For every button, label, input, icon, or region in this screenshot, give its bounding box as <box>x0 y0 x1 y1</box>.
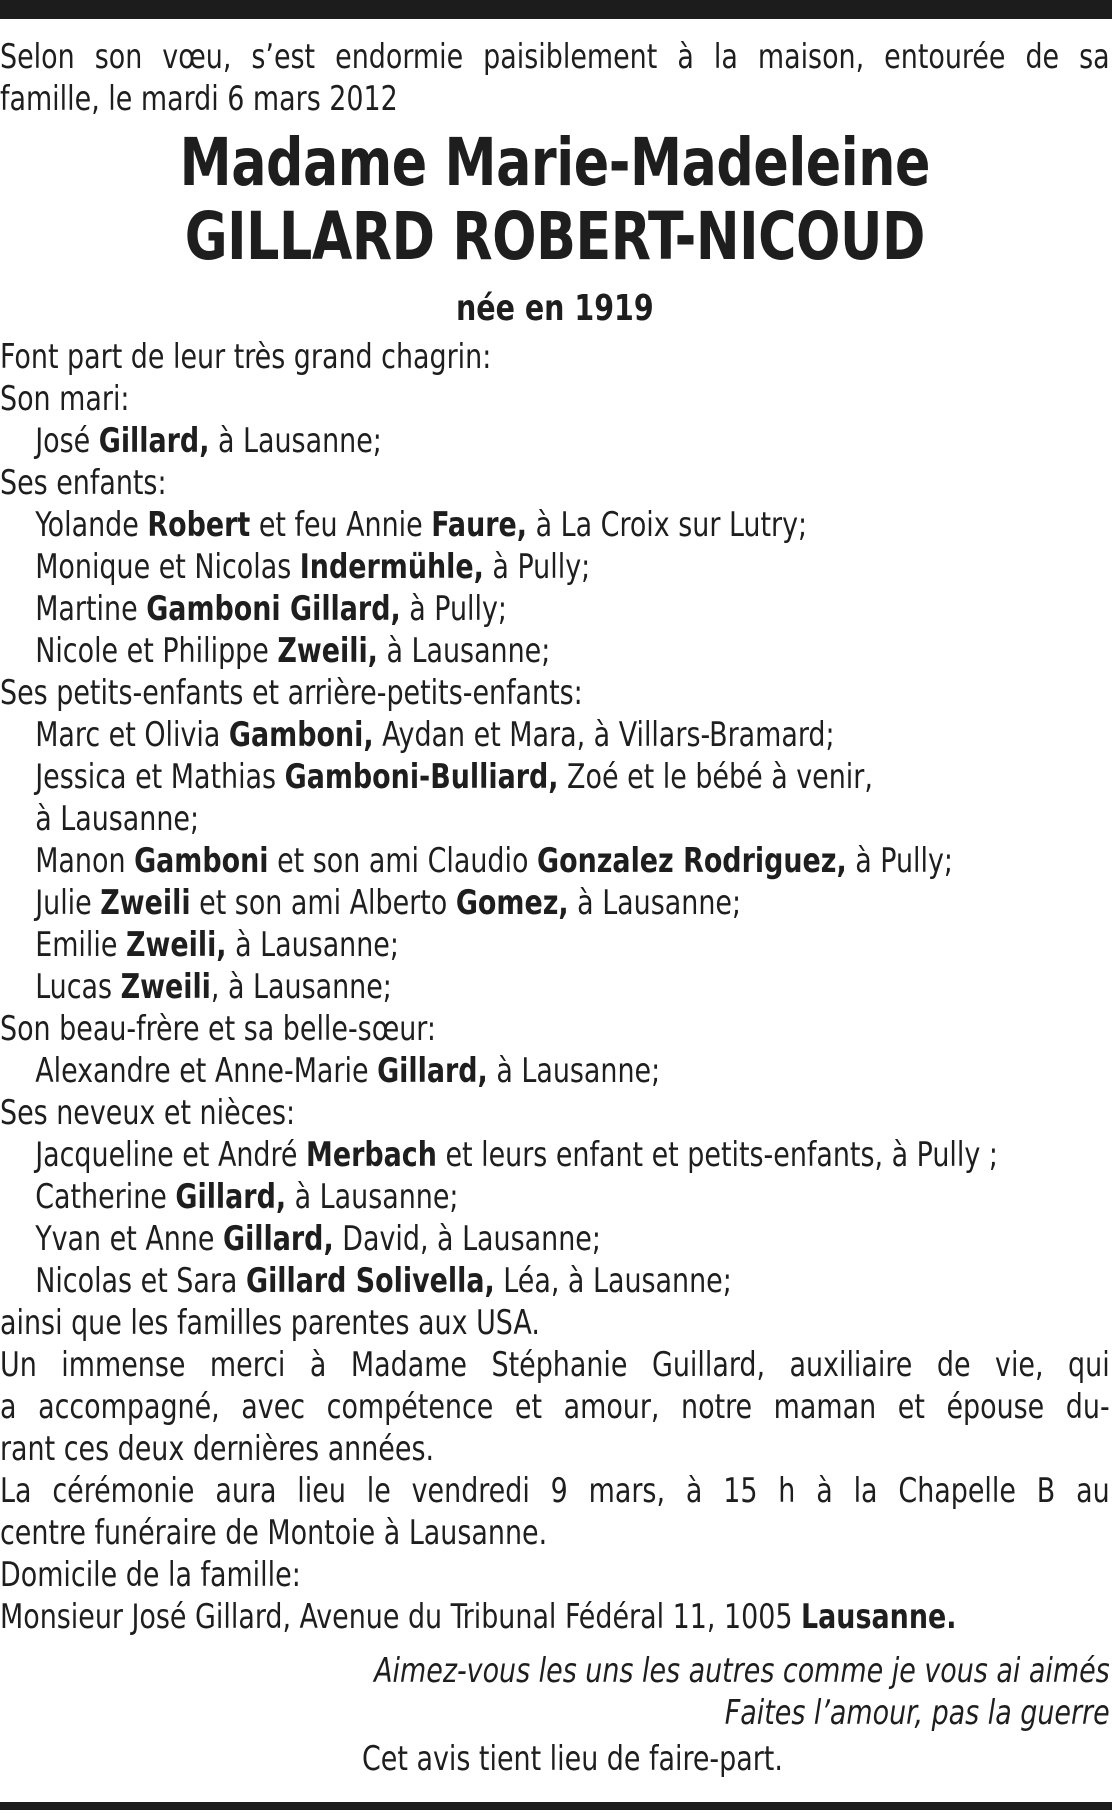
family-entry-text: Zoé et le bébé à venir, <box>558 757 873 797</box>
family-list <box>0 378 1110 1302</box>
family-entry <box>0 1176 1110 1218</box>
relatives-line: ainsi que les familles parentes aux USA. <box>0 1303 540 1343</box>
deceased-name-line-1: Madame Marie-Madeleine <box>179 124 931 201</box>
family-entry-text: Manon <box>35 841 135 881</box>
domicile-address-text: Monsieur José Gillard, Avenue du Tribunal Fédéral 11, 1005 <box>0 1597 801 1637</box>
family-entry-text: à La Croix sur Lutry; <box>527 505 808 545</box>
family-group-heading: Ses neveux et nièces: <box>0 1093 296 1133</box>
family-entry-text: Aydan et Mara, à Villars-Bramard; <box>373 715 835 755</box>
family-entry-text: Monique et Nicolas <box>35 547 300 587</box>
family-entry-text: Martine <box>35 589 147 629</box>
family-surname: Gillard, <box>175 1177 287 1217</box>
family-entry <box>0 1134 1110 1176</box>
family-entry <box>0 924 1110 966</box>
family-entry-text: Nicolas et Sara <box>35 1261 246 1301</box>
family-surname: Gamboni Gillard, <box>146 589 401 629</box>
family-entry-text: à Lausanne; <box>377 631 551 671</box>
family-group-heading: Son beau-frère et sa belle-sœur: <box>0 1009 436 1049</box>
family-surname: Gamboni <box>134 841 269 881</box>
family-surname: Zweili, <box>125 925 227 965</box>
family-entry <box>0 714 1110 756</box>
thanks-line-1: Un immense merci à Madame Stéphanie Guillard, auxiliaire de vie, qui <box>0 1345 1110 1385</box>
family-surname: Gamboni, <box>228 715 374 755</box>
quote-line-1: Aimez-vous les uns les autres comme je vous ai aimés <box>374 1651 1110 1691</box>
top-rule <box>0 0 1112 19</box>
family-entry-text: Catherine <box>35 1177 176 1217</box>
family-entry-text: David, à Lausanne; <box>333 1219 601 1259</box>
family-entry-text: et leurs enfant et petits-enfants, à Pully ; <box>436 1135 998 1175</box>
domicile-heading: Domicile de la famille: <box>0 1555 301 1595</box>
family-group-heading: Ses enfants: <box>0 463 167 503</box>
domicile-address <box>0 1596 1110 1638</box>
family-entry-text: , à Lausanne; <box>210 967 392 1007</box>
family-group-heading: Son mari: <box>0 379 130 419</box>
family-surname: Gillard Solivella, <box>245 1261 495 1301</box>
family-entry-text: Yolande <box>35 505 148 545</box>
domicile-city: Lausanne. <box>800 1597 957 1637</box>
family-entry-text: Emilie <box>35 925 126 965</box>
family-entry-text: Yvan et Anne <box>35 1219 223 1259</box>
family-entry-text: Alexandre et Anne-Marie <box>35 1051 378 1091</box>
family-surname: Robert <box>147 505 251 545</box>
notice-body <box>0 36 1110 1780</box>
family-entry <box>0 630 1110 672</box>
family-surname: Gomez, <box>455 883 569 923</box>
thanks-line-2: a accompagné, avec compétence et amour, notre maman et épouse du- <box>0 1387 1110 1427</box>
family-entry <box>0 966 1110 1008</box>
family-surname: Gillard, <box>98 421 210 461</box>
family-entry <box>0 504 1110 546</box>
family-entry <box>0 882 1110 924</box>
family-surname: Gonzalez Rodriguez, <box>537 841 847 881</box>
family-entry <box>0 588 1110 630</box>
family-entry-text: Julie <box>35 883 101 923</box>
family-entry-text: Nicole et Philippe <box>35 631 278 671</box>
family-entry-text: Marc et Olivia <box>35 715 229 755</box>
family-entry <box>0 1050 1110 1092</box>
family-entry-text: Jacqueline et André <box>35 1135 307 1175</box>
family-group-heading: Ses petits-enfants et arrière-petits-enfants: <box>0 673 583 713</box>
family-entry-text: à Lausanne; <box>35 799 200 839</box>
announcement: Font part de leur très grand chagrin: <box>0 337 492 377</box>
family-surname: Gillard, <box>377 1051 488 1091</box>
family-entry-text: à Lausanne; <box>568 883 742 923</box>
intro-line-1: Selon son vœu, s’est endormie paisiblement à la maison, entourée de sa <box>0 37 1110 77</box>
family-surname: Zweili <box>100 883 191 923</box>
quote-line-2: Faites l’amour, pas la guerre <box>724 1693 1110 1733</box>
family-entry-text: à Lausanne; <box>226 925 399 965</box>
family-entry <box>0 1218 1110 1260</box>
family-entry-text: José <box>35 421 99 461</box>
family-surname: Gillard, <box>222 1219 334 1259</box>
family-entry <box>0 1260 1110 1302</box>
family-entry-text: Lucas <box>35 967 121 1007</box>
family-surname: Zweili, <box>277 631 378 671</box>
family-entry-text: Jessica et Mathias <box>35 757 285 797</box>
family-surname: Indermühle, <box>299 547 484 587</box>
family-entry-text: à Pully; <box>846 841 953 881</box>
closing-note: Cet avis tient lieu de faire-part. <box>361 1739 783 1779</box>
thanks-line-3: rant ces deux dernières années. <box>0 1429 435 1469</box>
family-entry <box>0 798 1110 840</box>
family-surname: Merbach <box>306 1135 437 1175</box>
family-surname: Faure, <box>431 505 528 545</box>
intro-line-2: famille, le mardi 6 mars 2012 <box>0 79 398 119</box>
family-surname: Gamboni-Bulliard, <box>284 757 559 797</box>
family-entry-text: Léa, à Lausanne; <box>494 1261 732 1301</box>
family-entry <box>0 756 1110 798</box>
birth-year: née en 1919 <box>455 288 654 329</box>
ceremony-line-2: centre funéraire de Montoie à Lausanne. <box>0 1513 548 1553</box>
ceremony-line-1: La cérémonie aura lieu le vendredi 9 mars, à 15 h à la Chapelle B au <box>0 1471 1110 1511</box>
family-entry-text: à Pully; <box>483 547 591 587</box>
family-entry-text: à Lausanne; <box>209 421 382 461</box>
family-entry <box>0 546 1110 588</box>
family-entry-text: et feu Annie <box>250 505 432 545</box>
family-entry-text: à Lausanne; <box>487 1051 661 1091</box>
bottom-rule <box>0 1802 1112 1810</box>
family-surname: Zweili <box>120 967 211 1007</box>
deceased-name-line-2: GILLARD ROBERT-NICOUD <box>184 198 925 275</box>
family-entry-text: à Lausanne; <box>286 1177 459 1217</box>
family-entry-text: à Pully; <box>400 589 508 629</box>
family-entry-text: et son ami Claudio <box>268 841 538 881</box>
family-entry <box>0 420 1110 462</box>
family-entry-text: et son ami Alberto <box>190 883 456 923</box>
family-entry <box>0 840 1110 882</box>
